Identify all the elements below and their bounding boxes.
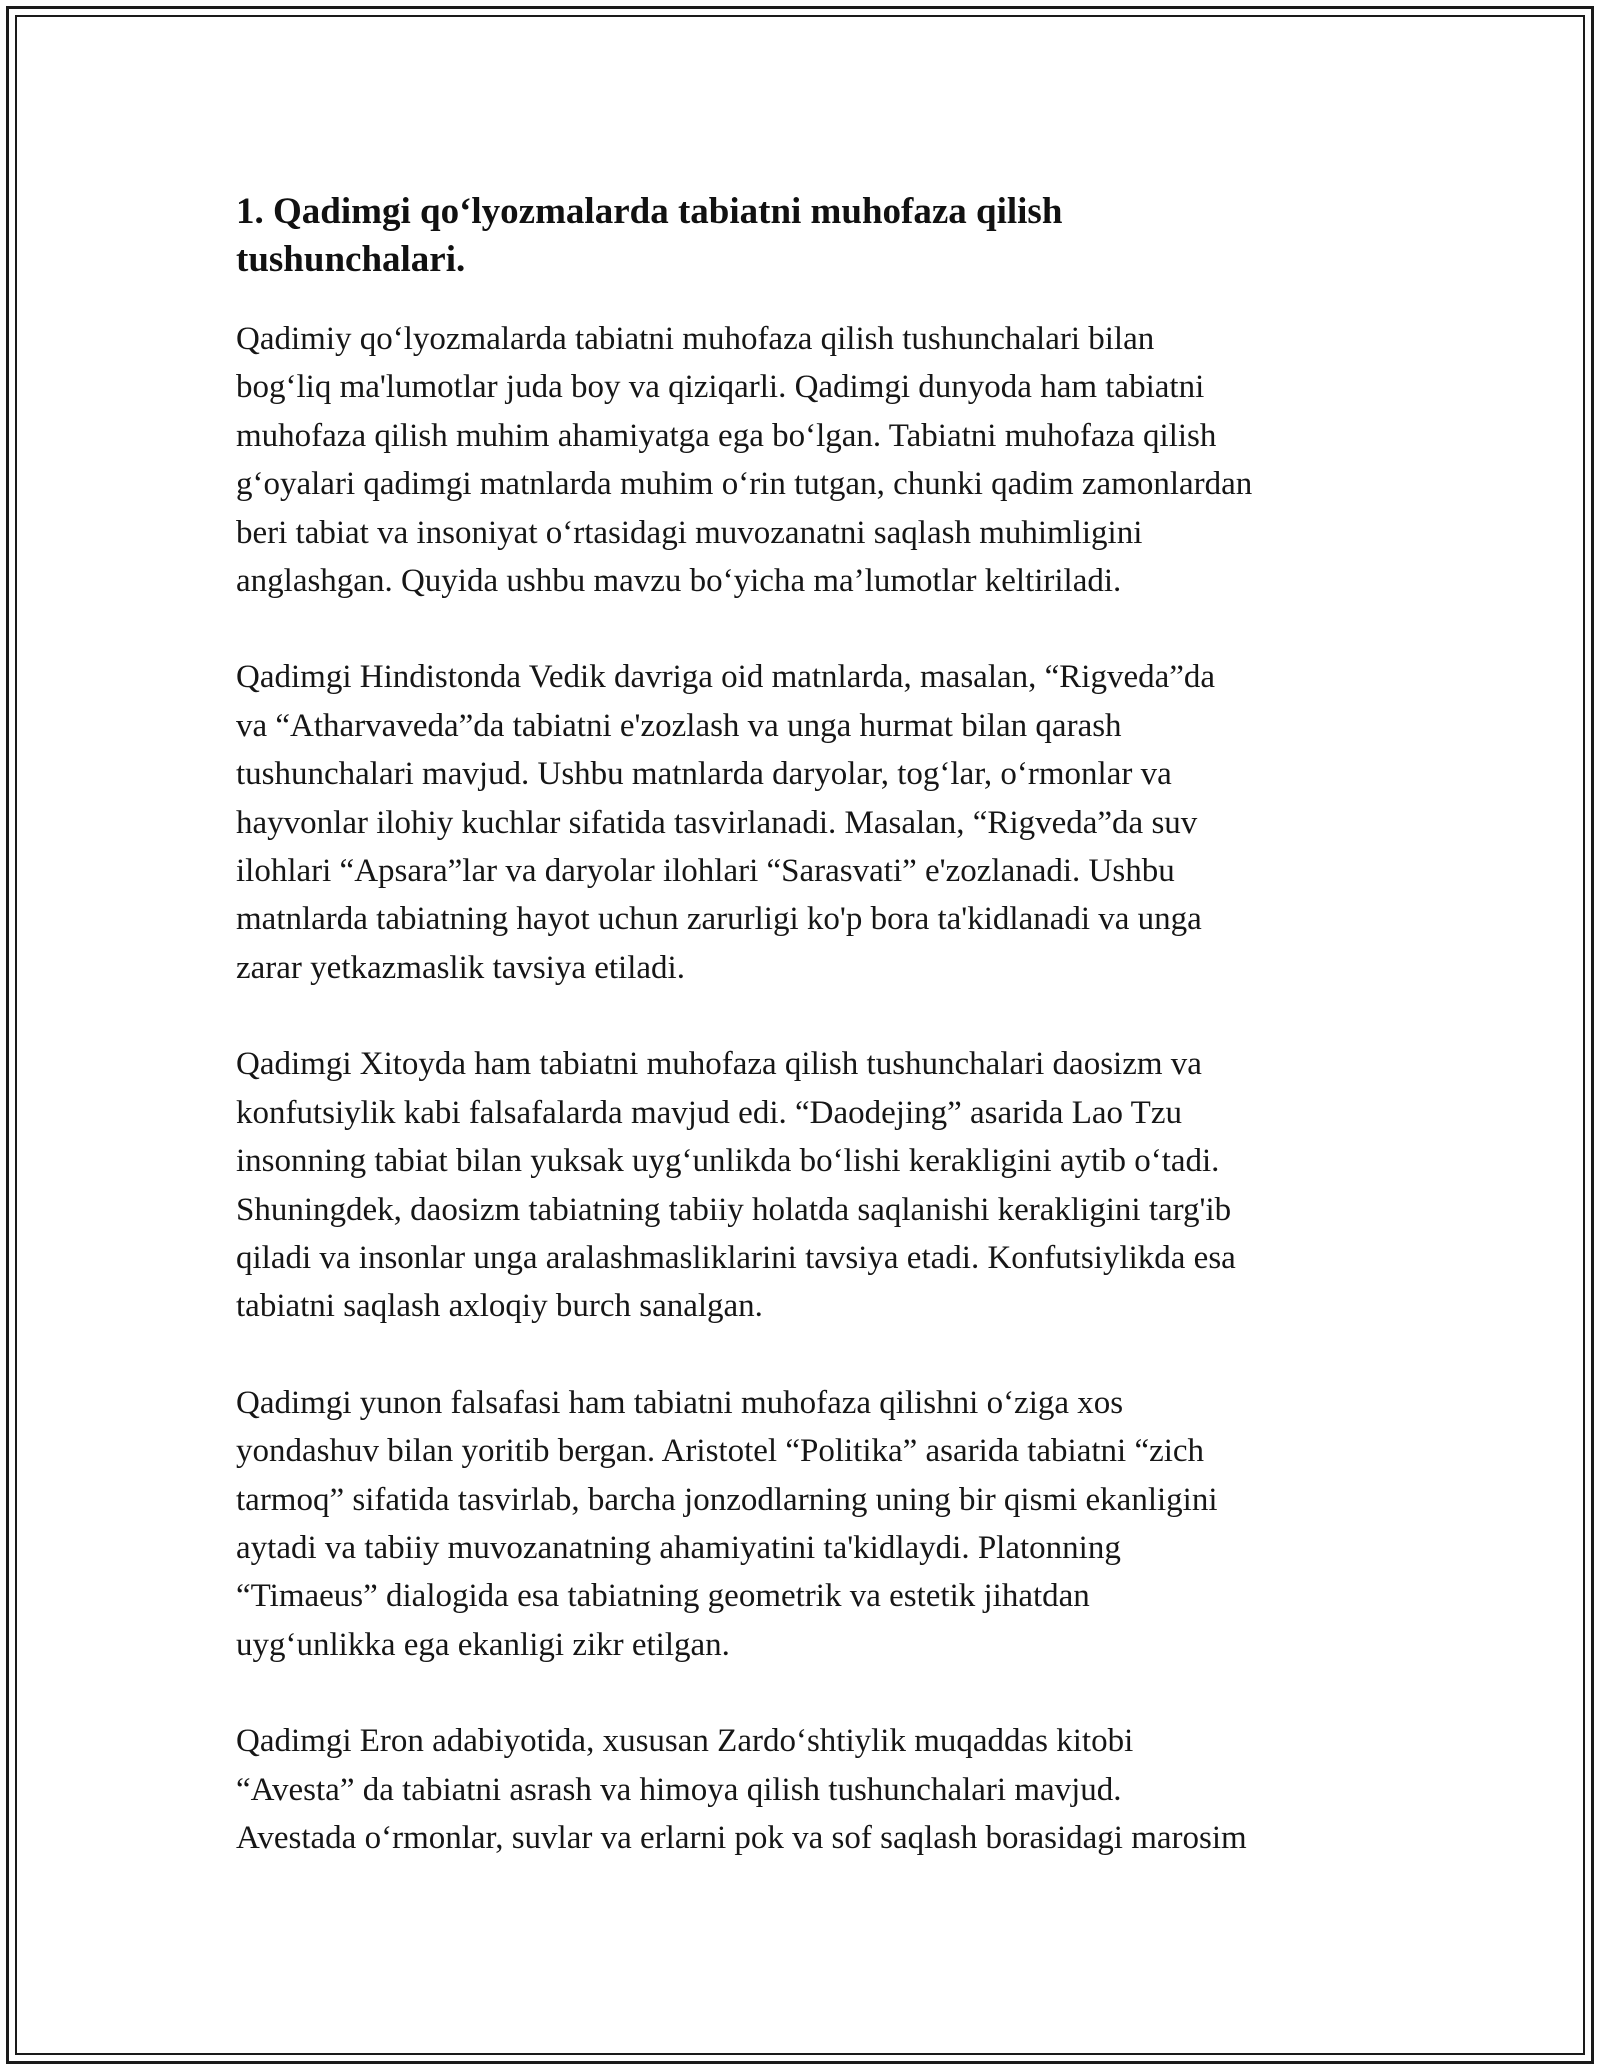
paragraph-line: insonning tabiat bilan yuksak uyg‘unlikda bo‘lishi kerakligini aytib o‘tadi. <box>236 1143 1220 1180</box>
paragraph-line: “Avesta” da tabiatni asrash va himoya qilish tushunchalari mavjud. <box>236 1771 1122 1808</box>
paragraph-line: beri tabiat va insoniyat o‘rtasidagi muvozanatni saqlash muhimligini <box>236 514 1143 551</box>
paragraph-line: Qadimiy qo‘lyozmalarda tabiatni muhofaza qilish tushunchalari bilan <box>236 321 1155 357</box>
paragraph-line: uyg‘unlikka ega ekanligi zikr etilgan. <box>236 1626 730 1663</box>
paragraph-china <box>236 1040 1386 1330</box>
paragraph-line: bog‘liq ma'lumotlar juda boy va qiziqarli. Qadimgi dunyoda ham tabiatni <box>236 369 1205 406</box>
paragraph-line: tushunchalari mavjud. Ushbu matnlarda daryolar, tog‘lar, o‘rmonlar va <box>236 756 1172 793</box>
paragraph-line: “Timaeus” dialogida esa tabiatning geometrik va estetik jihatdan <box>236 1578 1090 1615</box>
paragraph-india <box>236 653 1386 992</box>
heading-line: tushunchalari. <box>236 239 466 280</box>
paragraph-line: yondashuv bilan yoritib bergan. Aristotel “Politika” asarida tabiatni “zich <box>236 1433 1205 1470</box>
paragraph-line: va “Atharvaveda”da tabiatni e'zozlash va unga hurmat bilan qarash <box>236 707 1122 744</box>
paragraph-line: g‘oyalari qadimgi matnlarda muhim o‘rin tutgan, chunki qadim zamonlardan <box>236 466 1253 503</box>
paragraph-line: zarar yetkazmaslik tavsiya etiladi. <box>236 949 685 986</box>
document-body <box>236 188 1386 1910</box>
heading-line: 1. Qadimgi qo‘lyozmalarda tabiatni muhofaza qilish <box>236 191 1063 232</box>
paragraph-line: ilohlari “Apsara”lar va daryolar ilohlari “Sarasvati” e'zozlanadi. Ushbu <box>236 853 1175 890</box>
paragraph-line: Avestada o‘rmonlar, suvlar va erlarni pok va sof saqlash borasidagi marosim <box>236 1819 1247 1856</box>
paragraph-line: Qadimgi yunon falsafasi ham tabiatni muhofaza qilishni o‘ziga xos <box>236 1384 1124 1421</box>
paragraph-line: anglashgan. Quyida ushbu mavzu bo‘yicha ma’lumotlar keltiriladi. <box>236 563 1122 600</box>
paragraph-line: matnlarda tabiatning hayot uchun zarurligi ko'p bora ta'kidlanadi va unga <box>236 901 1202 938</box>
paragraph-iran <box>236 1717 1386 1862</box>
paragraph-line: qiladi va insonlar unga aralashmasliklarini tavsiya etadi. Konfutsiylikda esa <box>236 1239 1236 1276</box>
paragraph-line: aytadi va tabiiy muvozanatning ahamiyatini ta'kidlaydi. Platonning <box>236 1529 1121 1566</box>
paragraph-line: hayvonlar ilohiy kuchlar sifatida tasvirlanadi. Masalan, “Rigveda”da suv <box>236 804 1198 841</box>
paragraph-greece <box>236 1379 1386 1669</box>
paragraph-intro <box>236 315 1386 605</box>
paragraph-line: tabiatni saqlash axloqiy burch sanalgan. <box>236 1288 763 1325</box>
paragraph-line: Shuningdek, daosizm tabiatning tabiiy holatda saqlanishi kerakligini targ'ib <box>236 1191 1232 1228</box>
paragraph-line: muhofaza qilish muhim ahamiyatga ega bo‘lgan. Tabiatni muhofaza qilish <box>236 417 1217 454</box>
paragraph-line: Qadimgi Xitoyda ham tabiatni muhofaza qilish tushunchalari daosizm va <box>236 1046 1202 1083</box>
paragraph-line: Qadimgi Hindistonda Vedik davriga oid matnlarda, masalan, “Rigveda”da <box>236 659 1216 696</box>
paragraph-line: tarmoq” sifatida tasvirlab, barcha jonzodlarning uning bir qismi ekanligini <box>236 1481 1218 1518</box>
section-heading <box>236 188 1386 284</box>
paragraph-line: konfutsiylik kabi falsafalarda mavjud edi. “Daodejing” asarida Lao Tzu <box>236 1094 1182 1131</box>
paragraph-line: Qadimgi Eron adabiyotida, xususan Zardo‘shtiylik muqaddas kitobi <box>236 1723 1134 1760</box>
